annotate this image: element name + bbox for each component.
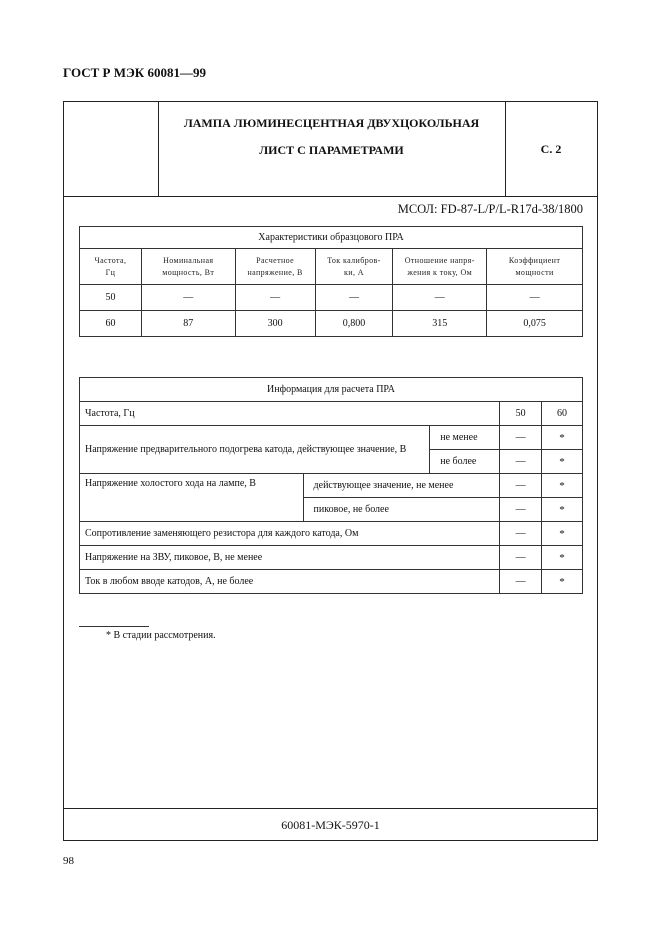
table-cell: 50 — [500, 402, 542, 426]
table-caption: Информация для расчета ПРА — [80, 378, 583, 402]
page-number: 98 — [63, 855, 74, 867]
footnote-rule — [79, 626, 149, 627]
table-row — [80, 311, 583, 337]
table-cell: 0,075 — [487, 311, 583, 337]
sheet-page-label: С. 2 — [540, 142, 562, 156]
table-cell: * — [542, 498, 583, 522]
table-cell: 300 — [235, 311, 315, 337]
table-cell: — — [315, 285, 393, 311]
table-cell: — — [235, 285, 315, 311]
table-row — [80, 426, 583, 450]
table-cell: * — [542, 546, 583, 570]
table-cell: — — [500, 426, 542, 450]
table-cell: 87 — [141, 311, 235, 337]
table-cell: — — [393, 285, 487, 311]
row-label: Частота, Гц — [80, 402, 500, 426]
row-label: Ток в любом вводе катодов, А, не более — [80, 570, 500, 594]
table-cell: * — [542, 426, 583, 450]
lamp-designation: МСОЛ: FD-87-L/P/L-R17d-38/1800 — [397, 202, 583, 216]
reference-ballast-table — [79, 226, 583, 337]
table-cell: * — [542, 570, 583, 594]
table-row — [80, 546, 583, 570]
row-label: Сопротивление заменяющего резистора для каждого катода, Ом — [80, 522, 500, 546]
table-cell: — — [487, 285, 583, 311]
condition-label: не более — [430, 450, 500, 474]
column-header: Отношение напря- жения к току, Ом — [393, 249, 487, 285]
ballast-design-table — [79, 377, 583, 594]
table-cell: — — [500, 546, 542, 570]
table-cell: — — [500, 450, 542, 474]
frame-divider — [64, 808, 597, 809]
table-row — [80, 474, 583, 498]
table-cell: 315 — [393, 311, 487, 337]
column-header: Частота, Гц — [80, 249, 142, 285]
document-subtitle: ЛИСТ С ПАРАМЕТРАМИ — [259, 143, 404, 157]
table-row — [80, 285, 583, 311]
table-cell: * — [542, 474, 583, 498]
footnote: * В стадии рассмотрения. — [106, 630, 216, 641]
table-cell: 0,800 — [315, 311, 393, 337]
column-header: Ток калибров- ки, А — [315, 249, 393, 285]
table-row — [80, 570, 583, 594]
condition-label: пиковое, не более — [303, 498, 500, 522]
table-cell: * — [542, 522, 583, 546]
row-label: Напряжение холостого хода на лампе, В — [80, 474, 304, 522]
table-cell: * — [542, 450, 583, 474]
table-cell: — — [500, 474, 542, 498]
table-cell: — — [500, 498, 542, 522]
table-cell: — — [500, 570, 542, 594]
table-cell: 50 — [80, 285, 142, 311]
table-caption: Характеристики образцового ПРА — [80, 227, 583, 249]
table-cell: 60 — [80, 311, 142, 337]
table-cell: 60 — [542, 402, 583, 426]
footer-sheet-code: 60081-МЭК-5970-1 — [281, 818, 380, 832]
row-label: Напряжение предварительного подогрева катода, действующее значение, В — [80, 426, 430, 474]
table-row — [80, 522, 583, 546]
table-cell: — — [500, 522, 542, 546]
table-cell: — — [141, 285, 235, 311]
condition-label: действующее значение, не менее — [303, 474, 500, 498]
document-title: ЛАМПА ЛЮМИНЕСЦЕНТНАЯ ДВУХЦОКОЛЬНАЯ — [183, 116, 480, 130]
table-row — [80, 402, 583, 426]
frame-divider — [64, 196, 597, 197]
condition-label: не менее — [430, 426, 500, 450]
column-header: Коэффициент мощности — [487, 249, 583, 285]
row-label: Напряжение на ЗВУ, пиковое, В, не менее — [80, 546, 500, 570]
column-header: Номинальная мощность, Вт — [141, 249, 235, 285]
standard-header: ГОСТ Р МЭК 60081—99 — [63, 65, 206, 80]
column-header: Расчетное напряжение, В — [235, 249, 315, 285]
